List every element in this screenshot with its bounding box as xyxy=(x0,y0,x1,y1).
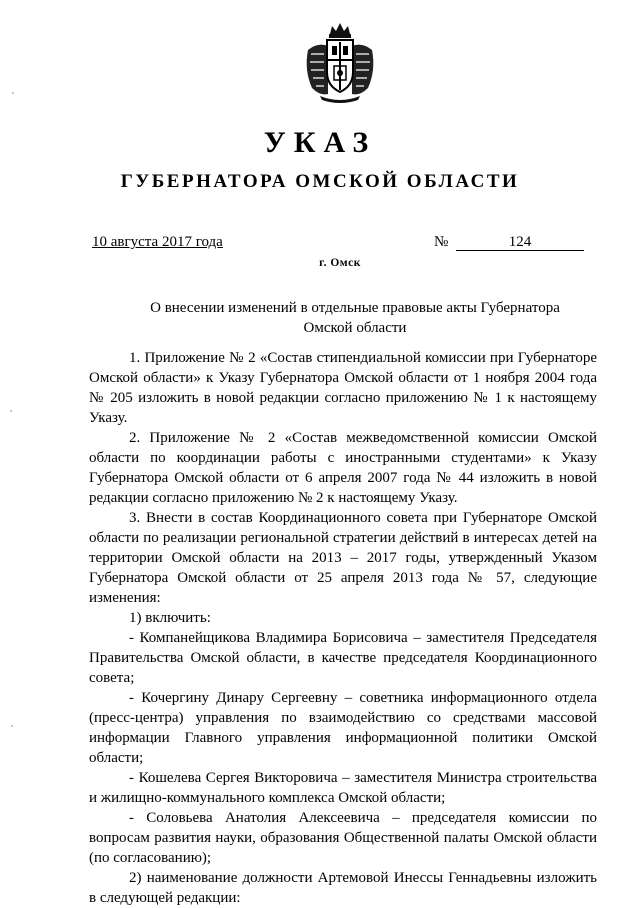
coat-of-arms-emblem xyxy=(298,20,382,104)
paragraph-item-2: 2. Приложение № 2 «Состав межведомственной комиссии Омской области по координации работы с иностранными студентами» к Указу Губернатора Омской области от 6 апреля 2007 года № 44 изложить в новой редакции согласно приложению № 2 к настоящему Указу. xyxy=(89,430,597,506)
document-date: 10 августа 2017 года xyxy=(92,234,223,250)
scan-speck xyxy=(11,725,13,727)
paragraph-subitem-include: 1) включить: xyxy=(129,610,211,626)
number-sign: № xyxy=(434,234,449,250)
scan-speck xyxy=(12,92,14,94)
paragraph-person-1: - Компанейщикова Владимира Борисовича – заместителя Председателя Правительства Омской области, в качестве председателя Координационного совета; xyxy=(89,630,597,686)
document-heading: О внесении изменений в отдельные правовые акты Губернатора Омской области xyxy=(150,300,560,336)
number-value: 124 xyxy=(456,235,584,251)
document-type-title: УКАЗ xyxy=(263,126,377,159)
document-number xyxy=(434,234,594,251)
paragraph-person-4: - Соловьева Анатолия Алексеевича – председателя комиссии по вопросам развития науки, образования Общественной палаты Омской области (по согласованию); xyxy=(89,810,597,866)
paragraph-person-3: - Кошелева Сергея Викторовича – заместителя Министра строительства и жилищно-коммунального комплекса Омской области; xyxy=(89,770,597,806)
paragraph-subitem-rename: 2) наименование должности Артемовой Инессы Геннадьевны изложить в следующей редакции: xyxy=(89,870,597,906)
paragraph-item-3: 3. Внести в состав Координационного совета при Губернаторе Омской области по реализации региональной стратегии действий в интересах детей на территории Омской области на 2013 – 2017 годы, утвержденный Указом Губернатора Омской области от 25 апреля 2013 года № 57, следующие изменения: xyxy=(89,510,597,606)
document-body xyxy=(89,348,597,908)
issuer-title: ГУБЕРНАТОРА ОМСКОЙ ОБЛАСТИ xyxy=(120,171,520,192)
paragraph-person-2: - Кочергину Динару Сергеевну – советника информационного отдела (пресс-центра) управления по взаимодействию со средствами массовой информации Главного управления информационной политики Омской области; xyxy=(89,690,597,766)
scan-speck xyxy=(10,410,12,412)
paragraph-item-1: 1. Приложение № 2 «Состав стипендиальной комиссии при Губернаторе Омской области» к Указу Губернатора Омской области от 1 ноября 2004 года № 205 изложить в новой редакции согласно приложению № 1 к настоящему Указу. xyxy=(89,350,597,426)
city-label: г. Омск xyxy=(319,257,361,269)
